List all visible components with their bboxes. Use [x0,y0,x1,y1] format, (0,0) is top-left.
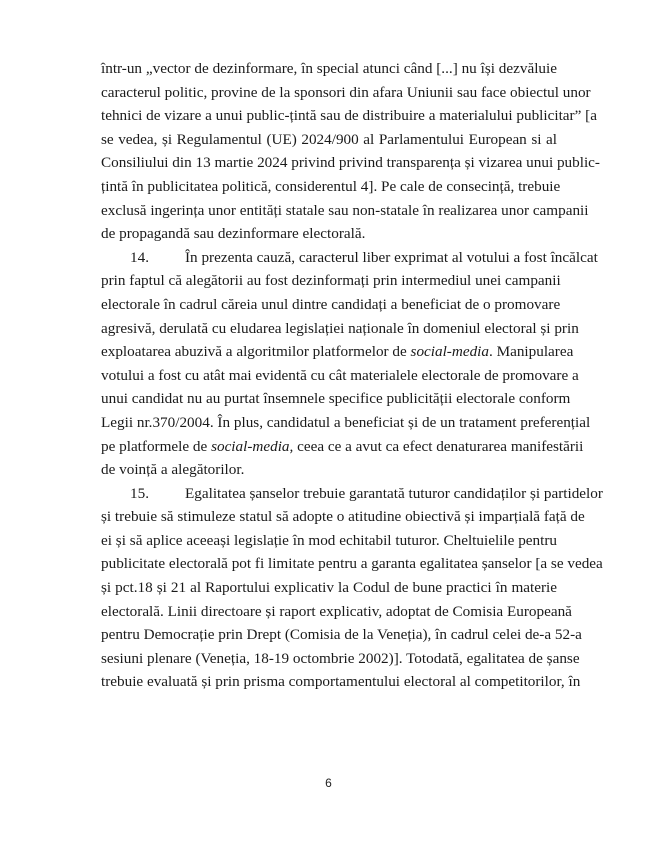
text-line [101,128,557,152]
text-line [101,317,579,341]
text-line [101,435,584,459]
line-text: electorale în cadrul căreia unul dintre candidați a beneficiat de o promovare [101,295,561,313]
line-text: exploatarea abuzivă a algoritmilor platformelor de [101,343,411,361]
text-line [101,482,603,506]
italic-term: social-media, [211,437,294,455]
text-line [101,458,557,482]
line-text: electorală. Linii directoare și raport explicativ, adoptat de Comisia Europeană [101,602,572,620]
line-text: unui candidat nu au purtat însemnele specifice publicității electorale conform [101,390,571,408]
text-line [101,81,591,105]
text-line [101,576,557,600]
line-text: țintă în publicitatea politică, considerentul 4]. Pe cale de consecință, trebuie [101,177,561,195]
line-text: . Manipularea [488,343,574,361]
text-line [101,246,598,270]
line-text: sesiuni plenare (Veneția, 18-19 octombrie 2002)]. Totodată, egalitatea de șanse [101,649,580,667]
line-text: Egalitatea șanselor trebuie garantată tuturor candidaților și partidelor [185,484,603,502]
line-text: prin faptul că alegătorii au fost dezinformați prin intermediul unei campanii [101,272,561,290]
text-line [101,552,603,576]
text-line [101,529,557,553]
line-text: ei și să aplice aceeași legislație în mod echitabil tuturor. Cheltuielile pentru [101,531,557,549]
line-text: exclusă ingerința unor entități statale sau non-statale în realizarea unor campanii [101,201,589,219]
text-line [101,364,579,388]
line-text: și pct.18 și 21 al Raportului explicativ la Codul de bune practici în materie [101,579,557,597]
paragraph-number: 14. [130,248,149,266]
line-text: În prezenta cauză, caracterul liber exprimat al votului a fost încălcat [185,248,598,266]
text-line [101,411,591,435]
text-line [101,151,600,175]
line-text: votului a fost cu atât mai evidentă cu cât materialele electorale de promovare a [101,366,579,384]
line-text: se vedea, și Regulamentul (UE) 2024/900 al Parlamentului European si al [101,130,557,148]
line-text: Consiliului din 13 martie 2024 privind privind transparența și vizarea unui public- [101,154,600,172]
text-line [101,269,561,293]
page-number: 6 [325,776,332,790]
text-line [101,199,589,223]
line-text: trebuie evaluată și prin prisma comportamentului electoral al competitorilor, în [101,673,581,691]
text-line [101,222,557,246]
line-text: publicitate electorală pot fi limitate pentru a garanta egalitatea șanselor [a se vedea [101,555,603,573]
text-line [101,57,557,81]
text-line [101,600,572,624]
italic-term: social-media [410,343,489,361]
line-text: tehnici de vizare a unui public-țintă sau de distribuire a materialului publicitar” [a [101,107,597,125]
document-body [101,57,603,694]
text-line [101,104,597,128]
text-line [101,387,571,411]
text-line [101,175,561,199]
line-text: într-un „vector de dezinformare, în special atunci când [...] nu își dezvăluie [101,60,557,77]
text-line [101,623,582,647]
text-line [101,647,580,671]
line-text: agresivă, derulată cu eludarea legislației naționale în domeniul electoral și prin [101,319,579,337]
line-text: Legii nr.370/2004. În plus, candidatul a beneficiat și de un tratament preferențial [101,413,591,431]
text-line [101,293,561,317]
text-line [101,505,585,529]
line-text: de propagandă sau dezinformare electorală. [101,225,366,243]
text-line [101,670,581,694]
line-text: de voință a alegătorilor. [101,461,245,479]
line-text: caracterul politic, provine de la sponsori din afara Uniunii sau face obiectul unor [101,83,591,101]
line-text: pe platformele de [101,437,212,455]
line-text: și trebuie să stimuleze statul să adopte o atitudine obiectivă și imparțială față de [101,508,585,526]
line-text: pentru Democrație prin Drept (Comisia de la Veneția), în cadrul celei de-a 52-a [101,626,582,644]
text-line [101,340,574,364]
line-text: ceea ce a avut ca efect denaturarea manifestării [293,437,584,455]
paragraph-number: 15. [130,484,149,502]
